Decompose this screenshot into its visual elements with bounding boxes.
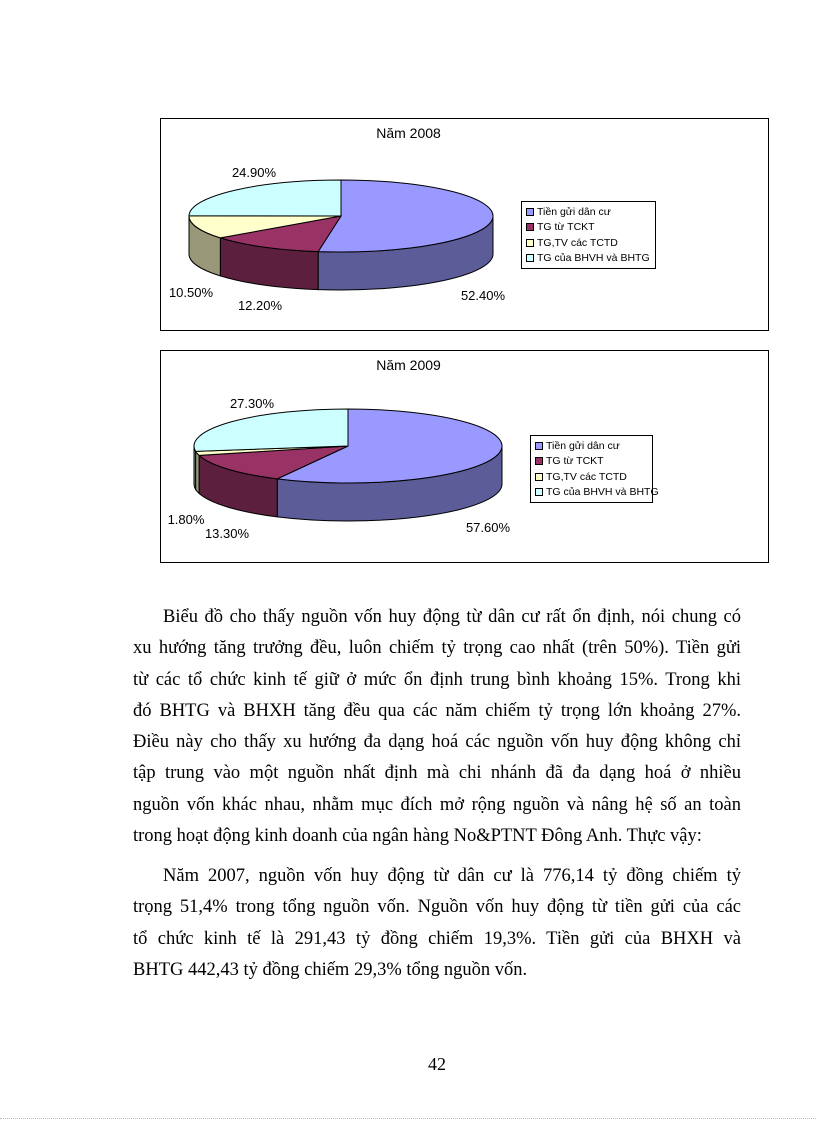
paragraph-2007 [133, 861, 741, 986]
pie-slice-tg-cua-bhvh-va-bhtg-side [194, 446, 196, 489]
text-line: tổ chức kinh tế là 291,43 tỷ đồng chiếm 19,3%. Tiền gửi của BHXH và [133, 928, 741, 949]
legend-label: Tiền gửi dân cư [546, 439, 620, 452]
pie-chart-2009-plot [161, 351, 768, 562]
legend-item [535, 438, 648, 454]
pie-slice-tg-cua-bhvh-va-bhtg [189, 180, 341, 216]
text-line: từ các tổ chức kinh tế giữ ở mức ổn định trung bình khoảng 15%. Trong khi [133, 669, 741, 690]
data-label: 52.40% [460, 288, 506, 303]
legend-swatch [526, 239, 534, 247]
data-label: 1.80% [167, 512, 205, 527]
text-line: Điều này cho thấy xu hướng đa dạng hoá các nguồn vốn huy động không chỉ [133, 732, 741, 753]
legend-item [535, 454, 648, 470]
legend-swatch [535, 457, 543, 465]
data-label: 12.20% [237, 298, 283, 313]
legend-item [535, 485, 659, 501]
pie-slice-tg-cua-bhvh-va-bhtg [194, 409, 348, 451]
text-line: Biểu đồ cho thấy nguồn vốn huy động từ dân cư rất ổn định, nói chung có [163, 607, 741, 627]
page-bottom-divider [0, 1118, 816, 1119]
text-line: trong hoạt động kinh doanh của ngân hàng No&PTNT Đông Anh. Thực vậy: [133, 826, 702, 847]
legend-item [526, 220, 651, 236]
data-label: 24.90% [231, 165, 277, 180]
pie-slice-tg-tv-cac-tctd-side [196, 451, 199, 493]
legend-label: TG của BHVH và BHTG [546, 486, 659, 499]
paragraph-analysis [133, 602, 741, 852]
legend-swatch [526, 223, 534, 231]
text-line: trọng 51,4% trong tổng nguồn vốn. Nguồn vốn huy động từ tiền gửi của các [133, 897, 741, 918]
data-label: 13.30% [204, 526, 250, 541]
text-line: đó BHTG và BHXH tăng đều qua các năm chiếm tỷ trọng lớn khoảng 27%. [133, 700, 741, 721]
legend-swatch [535, 488, 543, 496]
page-number: 42 [428, 1054, 446, 1074]
chart-legend [521, 201, 656, 269]
legend-swatch [535, 442, 543, 450]
data-label: 57.60% [465, 520, 511, 535]
legend-item [535, 469, 648, 485]
data-label: 27.30% [229, 396, 275, 411]
legend-label: TG từ TCKT [546, 455, 604, 468]
text-line: tập trung vào một nguồn nhất định mà chi nhánh đã đa dạng hoá ở nhiều [133, 763, 741, 784]
chart-title: Năm 2008 [376, 125, 441, 141]
chart-title: Năm 2009 [376, 357, 441, 373]
legend-label: TG của BHVH và BHTG [537, 252, 650, 265]
text-line: xu hướng tăng trưởng đều, luôn chiếm tỷ trọng cao nhất (trên 50%). Tiền gửi [133, 638, 741, 659]
legend-label: Tiền gửi dân cư [537, 205, 611, 218]
legend-item [526, 251, 651, 267]
pie-chart-2008 [160, 118, 769, 331]
pie-chart-2009 [160, 350, 769, 563]
text-line: Năm 2007, nguồn vốn huy động từ dân cư là 776,14 tỷ đồng chiếm tỷ [163, 866, 741, 886]
data-label: 10.50% [168, 285, 214, 300]
legend-item [526, 235, 651, 251]
text-line: BHTG 442,43 tỷ đồng chiếm 29,3% tổng nguồn vốn. [133, 959, 528, 980]
legend-swatch [526, 208, 534, 216]
legend-swatch [526, 254, 534, 262]
legend-label: TG,TV các TCTD [546, 470, 627, 483]
legend-swatch [535, 473, 543, 481]
legend-label: TG,TV các TCTD [537, 236, 618, 249]
legend-item [526, 204, 651, 220]
legend-label: TG từ TCKT [537, 221, 595, 234]
chart-legend [530, 435, 659, 503]
text-line: nguồn vốn khác nhau, nhằm mục đích mở rộng nguồn và nâng hệ số an toàn [133, 794, 741, 815]
pie-chart-2008-plot [161, 119, 768, 330]
